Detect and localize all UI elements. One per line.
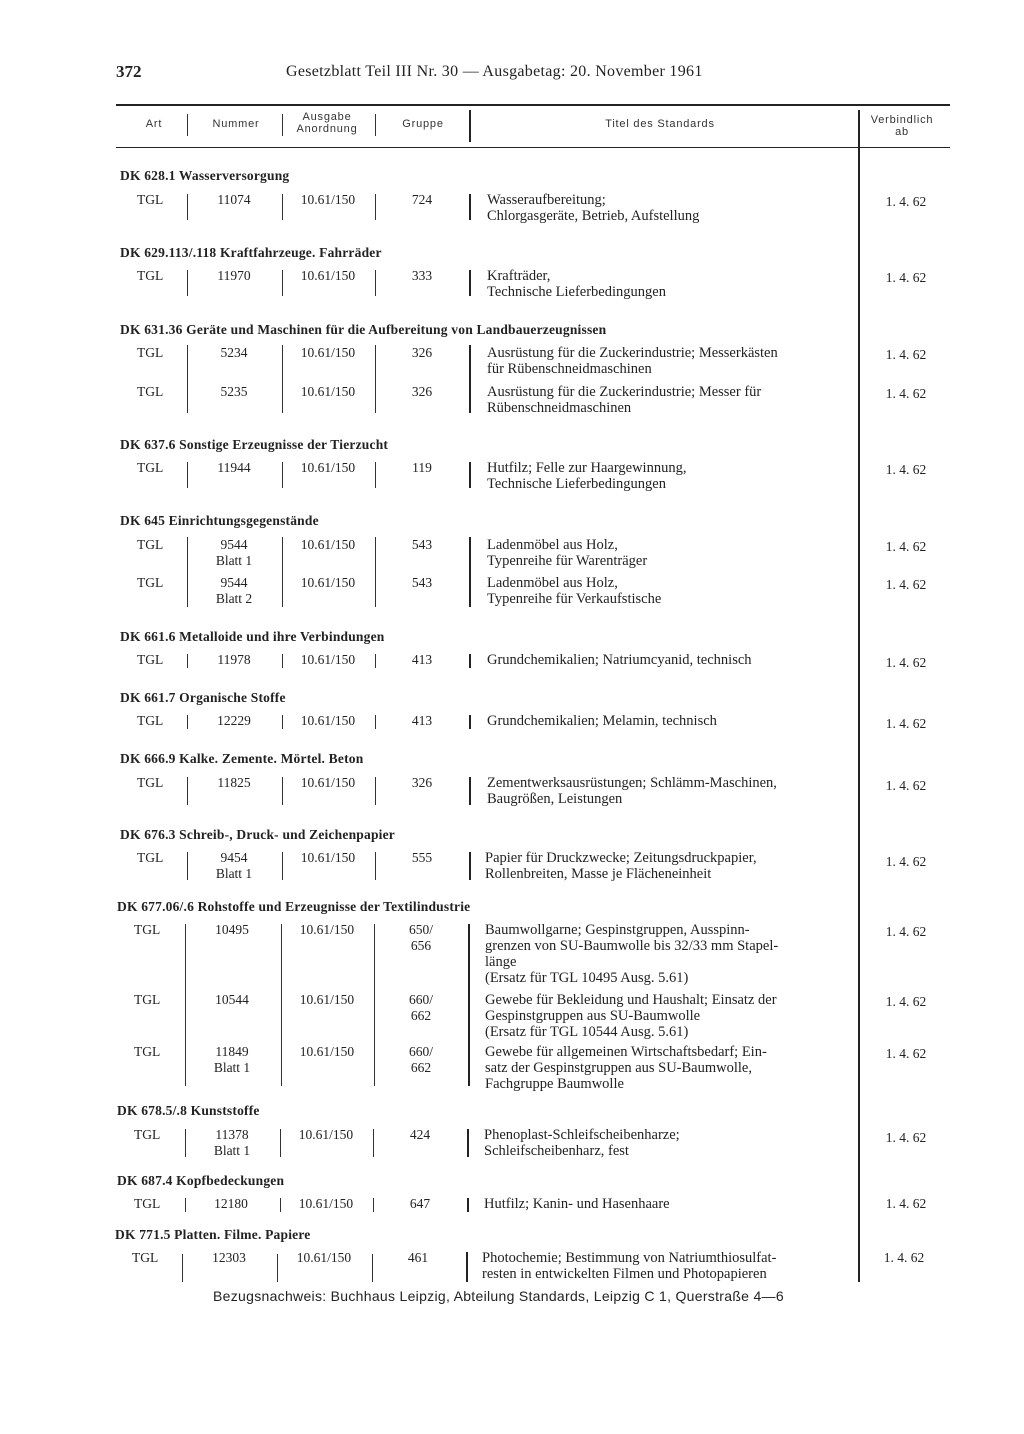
column-divider xyxy=(375,114,376,136)
cell-divider xyxy=(469,345,471,413)
cell-art: TGL xyxy=(132,1250,159,1265)
cell-nummer-blatt: Blatt 1 xyxy=(215,866,253,881)
cell-nummer-value: 10495 xyxy=(215,922,249,937)
cell-ausgabe: 10.61/150 xyxy=(300,345,356,360)
cell-nummer-value: 5234 xyxy=(220,345,248,360)
cell-titel-line: grenzen von SU-Baumwolle bis 32/33 mm Stapel- xyxy=(485,938,779,954)
cell-divider xyxy=(375,345,376,413)
cell-nummer-value: 11944 xyxy=(217,460,251,475)
column-header-ausgabe xyxy=(286,111,368,135)
cell-gruppe-value: 724 xyxy=(411,192,433,207)
cell-nummer-value: 11978 xyxy=(217,652,251,667)
cell-art: TGL xyxy=(137,460,164,475)
cell-titel-line: Ausrüstung für die Zuckerindustrie; Messer für xyxy=(487,384,762,400)
cell-titel-line: Technische Lieferbedingungen xyxy=(487,284,666,300)
cell-nummer xyxy=(189,384,279,400)
cell-divider xyxy=(467,1198,469,1212)
cell-titel xyxy=(485,1044,853,1092)
cell-gruppe xyxy=(388,1250,448,1266)
cell-titel-line: Gespinstgruppen aus SU-Baumwolle xyxy=(485,1008,701,1024)
cell-verbindlich: 1. 4. 62 xyxy=(885,462,927,477)
column-header-verbindlich-line2: ab xyxy=(895,126,909,138)
cell-verbindlich: 1. 4. 62 xyxy=(885,539,927,554)
cell-art: TGL xyxy=(134,1196,161,1211)
cell-ausgabe: 10.61/150 xyxy=(300,192,356,207)
cell-nummer xyxy=(189,850,279,882)
column-header-art: Art xyxy=(145,118,163,130)
cell-titel-line: Rübenschneidmaschinen xyxy=(487,400,632,416)
cell-titel-line: Papier für Druckzwecke; Zeitungsdruckpapier, xyxy=(485,850,757,866)
cell-titel-line: Baumwollgarne; Gespinstgruppen, Ausspinn- xyxy=(485,922,750,938)
section-heading: DK 628.1 Wasserversorgung xyxy=(120,168,290,183)
cell-gruppe-value: 543 xyxy=(411,575,433,590)
cell-divider xyxy=(280,1129,281,1157)
section-heading: DK 771.5 Platten. Filme. Papiere xyxy=(115,1227,311,1242)
cell-titel-line: Schleifscheibenharz, fest xyxy=(484,1143,629,1159)
cell-gruppe-value: 326 xyxy=(411,345,433,360)
cell-verbindlich: 1. 4. 62 xyxy=(885,1196,927,1211)
cell-titel xyxy=(487,775,855,807)
cell-divider xyxy=(468,924,470,1086)
column-header-gruppe: Gruppe xyxy=(402,118,444,130)
cell-titel-line: Hutfilz; Felle zur Haargewinnung, xyxy=(487,460,687,476)
cell-divider xyxy=(185,924,186,1086)
cell-art: TGL xyxy=(137,575,164,590)
cell-gruppe xyxy=(390,1196,450,1212)
cell-titel xyxy=(485,922,853,986)
cell-gruppe-value: 413 xyxy=(411,652,433,667)
cell-ausgabe: 10.61/150 xyxy=(300,775,356,790)
cell-titel-line: Ausrüstung für die Zuckerindustrie; Messerkästen xyxy=(487,345,778,361)
cell-art: TGL xyxy=(137,713,164,728)
cell-gruppe xyxy=(392,268,452,284)
cell-nummer xyxy=(187,1127,277,1159)
cell-art: TGL xyxy=(137,850,164,865)
cell-nummer xyxy=(189,713,279,729)
cell-divider xyxy=(375,715,376,729)
cell-divider xyxy=(282,194,283,220)
cell-titel-line: resten in entwickelten Filmen und Photopapieren xyxy=(482,1266,767,1282)
cell-nummer-value: 10544 xyxy=(215,992,249,1007)
cell-gruppe-value2: 662 xyxy=(410,1008,432,1023)
cell-ausgabe: 10.61/150 xyxy=(300,850,356,865)
cell-verbindlich: 1. 4. 62 xyxy=(885,716,927,731)
cell-nummer-value: 11825 xyxy=(217,775,251,790)
section-heading: DK 661.6 Metalloide und ihre Verbindungen xyxy=(120,629,385,644)
column-divider xyxy=(187,114,188,136)
cell-divider xyxy=(375,462,376,488)
cell-gruppe-value: 660/ xyxy=(408,1044,433,1059)
cell-verbindlich: 1. 4. 62 xyxy=(885,854,927,869)
cell-divider xyxy=(282,715,283,729)
cell-divider xyxy=(467,1129,469,1157)
section-heading: DK 678.5/.8 Kunststoffe xyxy=(117,1103,260,1118)
cell-divider xyxy=(375,852,376,880)
cell-gruppe xyxy=(392,713,452,729)
cell-nummer-value: 12229 xyxy=(217,713,251,728)
footer-reference: Bezugsnachweis: Buchhaus Leipzig, Abteilung Standards, Leipzig C 1, Querstraße 4—6 xyxy=(213,1288,784,1304)
cell-titel xyxy=(487,460,855,492)
cell-nummer-blatt: Blatt 1 xyxy=(213,1143,251,1158)
cell-verbindlich: 1. 4. 62 xyxy=(885,386,927,401)
cell-divider xyxy=(282,345,283,413)
cell-titel xyxy=(485,992,853,1040)
cell-gruppe xyxy=(392,192,452,208)
cell-nummer xyxy=(187,922,277,938)
cell-ausgabe: 10.61/150 xyxy=(300,384,356,399)
cell-divider xyxy=(375,777,376,805)
cell-ausgabe: 10.61/150 xyxy=(300,652,356,667)
cell-divider xyxy=(469,537,471,607)
cell-ausgabe: 10.61/150 xyxy=(300,713,356,728)
cell-divider xyxy=(281,924,282,1086)
cell-divider xyxy=(187,462,188,488)
column-header-ausgabe-line1: Ausgabe xyxy=(302,111,352,123)
cell-nummer-value: 11074 xyxy=(217,192,251,207)
cell-divider xyxy=(469,194,471,220)
cell-nummer xyxy=(189,775,279,791)
cell-gruppe-value: 555 xyxy=(411,850,433,865)
cell-titel-line: Photochemie; Bestimmung von Natriumthiosulfat- xyxy=(482,1250,777,1266)
cell-art: TGL xyxy=(134,922,161,937)
cell-nummer-value: 12303 xyxy=(212,1250,246,1265)
cell-titel-line: Ladenmöbel aus Holz, xyxy=(487,575,618,591)
cell-divider xyxy=(469,852,471,880)
cell-divider xyxy=(185,1129,186,1157)
cell-titel-line: Zementwerksausrüstungen; Schlämm-Maschinen, xyxy=(487,775,777,791)
cell-verbindlich: 1. 4. 62 xyxy=(885,1046,927,1061)
header-top-rule xyxy=(116,104,950,106)
cell-art: TGL xyxy=(137,384,164,399)
cell-divider xyxy=(375,194,376,220)
section-heading: DK 676.3 Schreib-, Druck- und Zeichenpapier xyxy=(120,827,395,842)
section-heading: DK 687.4 Kopfbedeckungen xyxy=(117,1173,285,1188)
cell-gruppe-value: 119 xyxy=(412,460,432,475)
cell-divider xyxy=(187,852,188,880)
section-heading: DK 677.06/.6 Rohstoffe und Erzeugnisse der Textilindustrie xyxy=(117,899,471,914)
cell-nummer xyxy=(189,460,279,476)
cell-nummer xyxy=(189,575,279,607)
cell-divider xyxy=(187,270,188,296)
cell-titel-line: Fachgruppe Baumwolle xyxy=(485,1076,624,1092)
cell-verbindlich: 1. 4. 62 xyxy=(885,924,927,939)
cell-ausgabe: 10.61/150 xyxy=(298,1127,354,1142)
cell-titel-line: Baugrößen, Leistungen xyxy=(487,791,623,807)
cell-ausgabe: 10.61/150 xyxy=(300,460,356,475)
cell-art: TGL xyxy=(134,1044,161,1059)
cell-titel-line: Wasseraufbereitung; xyxy=(487,192,606,208)
cell-verbindlich: 1. 4. 62 xyxy=(885,655,927,670)
cell-titel xyxy=(485,850,853,882)
cell-gruppe-value2: 656 xyxy=(410,938,432,953)
cell-art: TGL xyxy=(137,268,164,283)
cell-titel-line: Hutfilz; Kanin- und Hasenhaare xyxy=(484,1196,670,1212)
cell-divider xyxy=(282,537,283,607)
cell-art: TGL xyxy=(134,1127,161,1142)
cell-ausgabe: 10.61/150 xyxy=(299,922,355,937)
cell-gruppe-value: 660/ xyxy=(408,992,433,1007)
cell-titel xyxy=(482,1250,850,1282)
cell-art: TGL xyxy=(137,537,164,552)
cell-art: TGL xyxy=(137,652,164,667)
cell-gruppe-value: 326 xyxy=(411,384,433,399)
cell-titel xyxy=(487,345,855,377)
cell-gruppe xyxy=(392,575,452,591)
cell-gruppe xyxy=(392,652,452,668)
cell-art: TGL xyxy=(137,775,164,790)
cell-divider xyxy=(375,654,376,668)
cell-verbindlich: 1. 4. 62 xyxy=(885,347,927,362)
cell-gruppe-value2: 662 xyxy=(410,1060,432,1075)
cell-titel-line: Rollenbreiten, Masse je Flächeneinheit xyxy=(485,866,712,882)
cell-nummer-value: 9544 xyxy=(220,537,248,552)
section-heading: DK 637.6 Sonstige Erzeugnisse der Tierzucht xyxy=(120,437,389,452)
cell-titel-line: Typenreihe für Verkaufstische xyxy=(487,591,662,607)
section-heading: DK 629.113/.118 Kraftfahrzeuge. Fahrräder xyxy=(120,245,382,260)
cell-nummer xyxy=(189,345,279,361)
cell-nummer-value: 11378 xyxy=(215,1127,249,1142)
cell-verbindlich: 1. 4. 62 xyxy=(885,778,927,793)
column-header-titel: Titel des Standards xyxy=(605,118,715,130)
cell-verbindlich: 1. 4. 62 xyxy=(883,1250,925,1265)
cell-divider xyxy=(277,1254,278,1282)
cell-nummer-blatt: Blatt 1 xyxy=(215,553,253,568)
cell-nummer-value: 11970 xyxy=(217,268,251,283)
cell-ausgabe: 10.61/150 xyxy=(300,268,356,283)
cell-verbindlich: 1. 4. 62 xyxy=(885,577,927,592)
cell-divider xyxy=(182,1254,183,1282)
cell-nummer-value: 11849 xyxy=(215,1044,249,1059)
column-header-verbindlich-line1: Verbindlich xyxy=(870,114,934,126)
cell-nummer xyxy=(186,1196,276,1212)
cell-titel xyxy=(487,192,855,224)
cell-divider xyxy=(375,537,376,607)
cell-divider xyxy=(282,462,283,488)
cell-nummer-value: 12180 xyxy=(214,1196,248,1211)
cell-titel-line: Krafträder, xyxy=(487,268,551,284)
cell-titel-line: Chlorgasgeräte, Betrieb, Aufstellung xyxy=(487,208,700,224)
cell-divider xyxy=(372,1254,373,1282)
cell-art: TGL xyxy=(137,192,164,207)
cell-titel xyxy=(487,713,855,729)
column-header-ausgabe-line2: Anordnung xyxy=(296,123,358,135)
cell-divider xyxy=(469,777,471,805)
cell-titel-line: Grundchemikalien; Melamin, technisch xyxy=(487,713,717,729)
cell-ausgabe: 10.61/150 xyxy=(299,992,355,1007)
cell-gruppe-value: 413 xyxy=(411,713,433,728)
cell-ausgabe: 10.61/150 xyxy=(296,1250,352,1265)
column-header-nummer: Nummer xyxy=(212,118,260,130)
cell-nummer xyxy=(189,268,279,284)
cell-titel-line: satz der Gespinstgruppen aus SU-Baumwolle, xyxy=(485,1060,752,1076)
cell-ausgabe: 10.61/150 xyxy=(300,575,356,590)
cell-divider xyxy=(282,852,283,880)
cell-titel xyxy=(487,268,855,300)
cell-titel-line: Gewebe für Bekleidung und Haushalt; Einsatz der xyxy=(485,992,777,1008)
cell-titel xyxy=(484,1127,852,1159)
cell-divider xyxy=(187,345,188,413)
cell-divider xyxy=(280,1198,281,1212)
cell-gruppe xyxy=(391,922,451,954)
cell-nummer xyxy=(189,192,279,208)
cell-divider xyxy=(282,654,283,668)
running-head: Gesetzblatt Teil III Nr. 30 — Ausgabetag: 20. November 1961 xyxy=(286,63,703,80)
column-header-verbindlich xyxy=(862,114,942,138)
cell-nummer xyxy=(189,652,279,668)
section-heading: DK 645 Einrichtungsgegenstände xyxy=(120,513,319,528)
cell-nummer-blatt: Blatt 1 xyxy=(213,1060,251,1075)
header-bottom-rule xyxy=(116,147,950,148)
cell-divider xyxy=(187,654,188,668)
cell-nummer xyxy=(187,992,277,1008)
cell-ausgabe: 10.61/150 xyxy=(299,1044,355,1059)
cell-divider xyxy=(187,715,188,729)
cell-titel xyxy=(487,384,855,416)
section-heading: DK 661.7 Organische Stoffe xyxy=(120,690,286,705)
cell-titel-line: Gewebe für allgemeinen Wirtschaftsbedarf; Ein- xyxy=(485,1044,767,1060)
cell-gruppe xyxy=(392,384,452,400)
cell-nummer-blatt: Blatt 2 xyxy=(215,591,253,606)
cell-titel-line: Technische Lieferbedingungen xyxy=(487,476,666,492)
cell-gruppe xyxy=(391,1044,451,1076)
cell-verbindlich: 1. 4. 62 xyxy=(885,1130,927,1145)
section-heading: DK 631.36 Geräte und Maschinen für die Aufbereitung von Landbauerzeugnissen xyxy=(120,322,607,337)
cell-titel xyxy=(487,652,855,668)
cell-verbindlich: 1. 4. 62 xyxy=(885,194,927,209)
cell-divider xyxy=(373,1198,374,1212)
cell-gruppe-value: 647 xyxy=(409,1196,431,1211)
cell-divider xyxy=(469,654,471,668)
cell-nummer-value: 9454 xyxy=(220,850,248,865)
cell-nummer xyxy=(184,1250,274,1266)
cell-gruppe-value: 543 xyxy=(411,537,433,552)
cell-titel-line: Grundchemikalien; Natriumcyanid, technisch xyxy=(487,652,752,668)
cell-gruppe xyxy=(390,1127,450,1143)
cell-gruppe xyxy=(392,537,452,553)
cell-gruppe-value: 424 xyxy=(409,1127,431,1142)
cell-divider xyxy=(375,270,376,296)
cell-titel-line: Ladenmöbel aus Holz, xyxy=(487,537,618,553)
cell-divider xyxy=(469,462,471,488)
cell-divider xyxy=(282,270,283,296)
cell-divider xyxy=(187,194,188,220)
cell-divider xyxy=(282,777,283,805)
cell-titel-line: (Ersatz für TGL 10495 Ausg. 5.61) xyxy=(485,970,689,986)
cell-ausgabe: 10.61/150 xyxy=(298,1196,354,1211)
cell-gruppe xyxy=(392,460,452,476)
cell-divider xyxy=(374,924,375,1086)
cell-gruppe-value: 461 xyxy=(407,1250,429,1265)
cell-gruppe-value: 326 xyxy=(411,775,433,790)
column-divider xyxy=(282,114,283,136)
cell-ausgabe: 10.61/150 xyxy=(300,537,356,552)
cell-nummer-value: 9544 xyxy=(220,575,248,590)
cell-divider xyxy=(469,270,471,296)
cell-gruppe-value: 333 xyxy=(411,268,433,283)
cell-nummer xyxy=(189,537,279,569)
column-divider-verbindlich xyxy=(858,110,860,1282)
cell-titel-line: (Ersatz für TGL 10544 Ausg. 5.61) xyxy=(485,1024,689,1040)
cell-art: TGL xyxy=(137,345,164,360)
cell-titel xyxy=(487,575,855,607)
cell-divider xyxy=(373,1129,374,1157)
cell-divider xyxy=(466,1252,468,1282)
cell-gruppe xyxy=(392,850,452,866)
cell-divider xyxy=(187,777,188,805)
cell-gruppe xyxy=(392,345,452,361)
cell-divider xyxy=(187,537,188,607)
cell-titel-line: für Rübenschneidmaschinen xyxy=(487,361,652,377)
cell-gruppe xyxy=(391,992,451,1024)
cell-verbindlich: 1. 4. 62 xyxy=(885,994,927,1009)
cell-gruppe-value: 650/ xyxy=(408,922,433,937)
cell-titel xyxy=(487,537,855,569)
cell-gruppe xyxy=(392,775,452,791)
cell-titel-line: Typenreihe für Warenträger xyxy=(487,553,648,569)
cell-nummer-value: 5235 xyxy=(220,384,248,399)
cell-titel xyxy=(484,1196,852,1212)
cell-titel-line: länge xyxy=(485,954,517,970)
cell-verbindlich: 1. 4. 62 xyxy=(885,270,927,285)
page-number: 372 xyxy=(116,62,142,81)
cell-titel-line: Phenoplast-Schleifscheibenharze; xyxy=(484,1127,680,1143)
column-divider xyxy=(469,110,471,142)
cell-divider xyxy=(469,715,471,729)
section-heading: DK 666.9 Kalke. Zemente. Mörtel. Beton xyxy=(120,751,364,766)
cell-art: TGL xyxy=(134,992,161,1007)
cell-nummer xyxy=(187,1044,277,1076)
